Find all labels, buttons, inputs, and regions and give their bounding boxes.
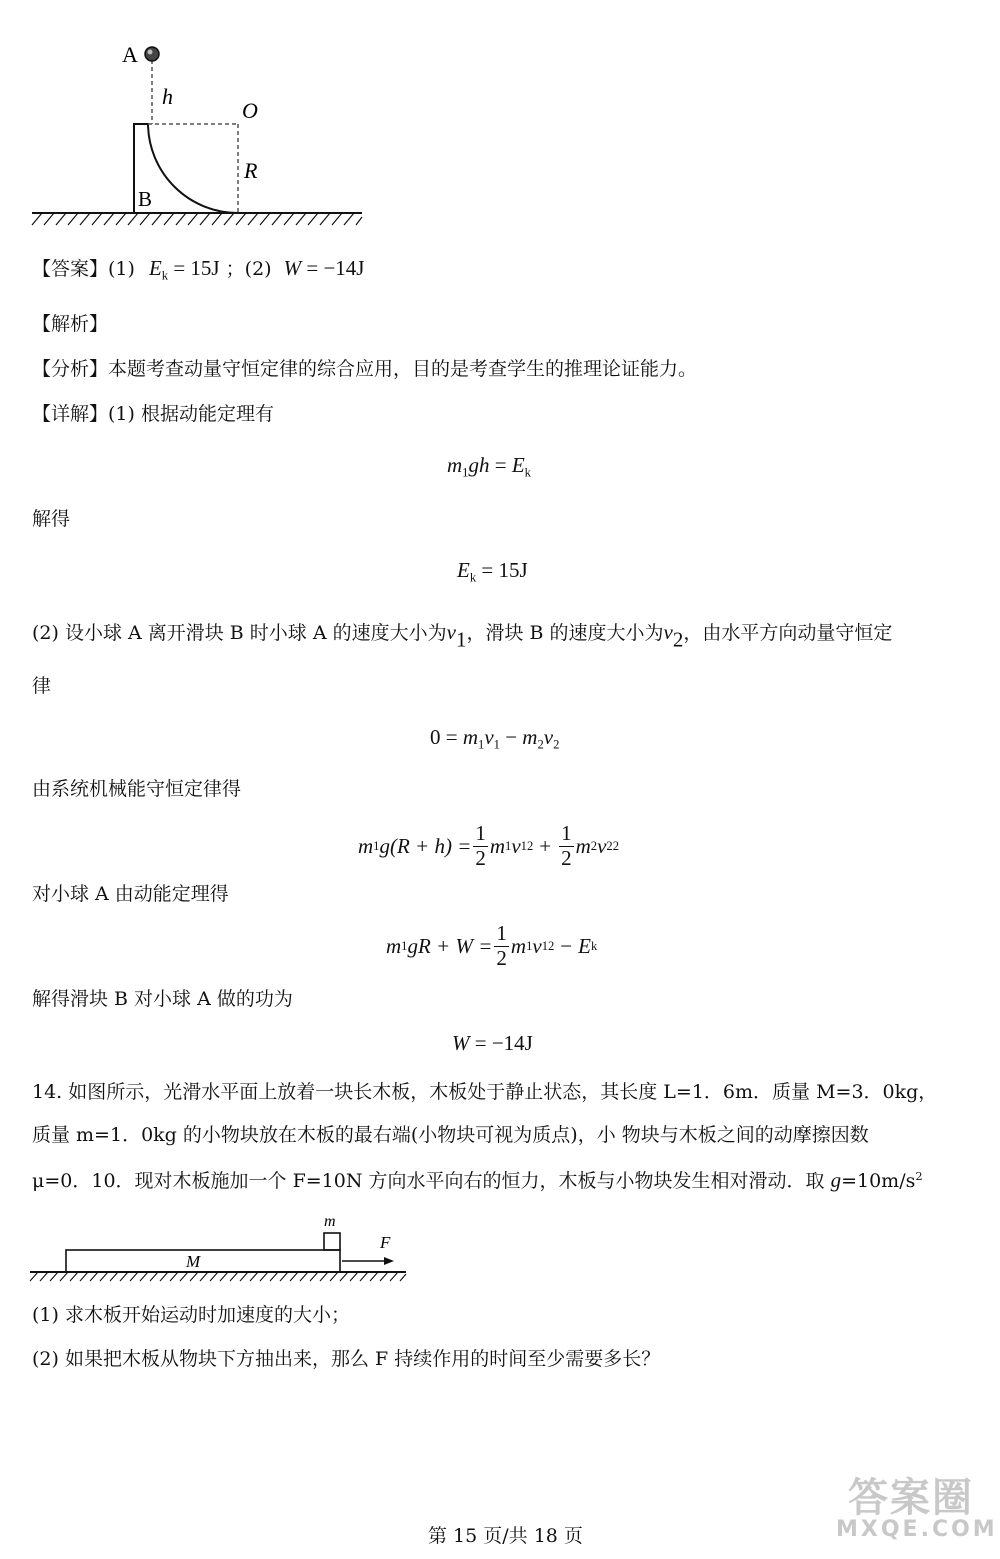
xiangjie-paragraph: 【详解】(1) 根据动能定理有: [32, 403, 274, 425]
label-O: O: [242, 98, 258, 123]
eq3-lhs: 0 =: [430, 725, 458, 749]
eq4-sq-1: 2: [526, 838, 534, 853]
eq5-v: v: [532, 933, 542, 958]
q14-sub1: (1) 求木板开始运动时加速度的大小；: [32, 1304, 350, 1326]
label-R: R: [244, 158, 258, 183]
label-h: h: [162, 84, 173, 109]
q14-line2: 质量 m=1．0kg 的小物块放在木板的最右端(小物块可视为质点)，小 物块与木板之间的动摩擦因数: [32, 1124, 869, 1146]
eq5-sq: 2: [547, 938, 555, 953]
q14-line3: [32, 1170, 923, 1191]
eq1-equals: =: [494, 453, 507, 477]
q14-g: g: [830, 1168, 842, 1192]
eq4-v2: v: [597, 833, 607, 858]
equation-3: [430, 727, 559, 751]
eq4-v1: v: [511, 833, 521, 858]
eq4-plus: +: [539, 833, 552, 858]
eq4-frac-2: [559, 822, 574, 869]
eq5-E-sub: k: [590, 938, 598, 953]
label-A: A: [122, 42, 138, 67]
eq5-v-sub: 1: [541, 938, 548, 953]
force-arrowhead: [384, 1257, 394, 1265]
answer-prefix: 【答案】(1): [32, 258, 135, 280]
figure-board-block: [26, 1206, 416, 1284]
para2-line1: [32, 622, 892, 650]
eq4-g: g: [379, 833, 390, 858]
eq2-E-sub: k: [469, 570, 477, 585]
board-M: [66, 1250, 340, 1272]
block-m: [324, 1233, 340, 1250]
eq4-m: m: [358, 833, 374, 858]
para2-line2: 律: [32, 675, 52, 697]
answer-part1-value: = 15J: [173, 256, 220, 280]
duixiaoqiu-text: 对小球 A 由动能定理得: [32, 883, 229, 905]
para2-text-c: ，由水平方向动量守恒定: [683, 622, 893, 644]
eq3-m1: m: [462, 725, 479, 749]
eq4-m2-sub: 2: [590, 838, 598, 853]
watermark-line1: 答案圈: [848, 1475, 974, 1521]
eq1-m: m: [447, 453, 463, 477]
para2-v1-sub: 1: [455, 627, 467, 652]
ball-slope-diagram: [28, 40, 373, 230]
eq1-E-sub: k: [524, 465, 531, 480]
eq5-frac: [494, 922, 509, 969]
eq5-minus: −: [560, 933, 573, 958]
eq5-frac-num: 1: [496, 921, 507, 946]
eq4-sq-2: 2: [612, 838, 619, 853]
eq3-minus: −: [505, 725, 518, 749]
analysis-header: 【解析】: [32, 313, 109, 335]
jixie-text: 由系统机械能守恒定律得: [32, 778, 242, 800]
answer-E: E: [148, 256, 162, 280]
eq1-E: E: [511, 453, 525, 477]
eq2-value: = 15J: [481, 558, 528, 582]
eq5-rest: gR + W =: [407, 933, 493, 958]
eq3-m2: m: [522, 725, 538, 749]
eq4-frac1-num: 1: [475, 821, 486, 846]
label-M: M: [186, 1252, 201, 1271]
eq2-E: E: [457, 558, 470, 582]
equation-1: [447, 455, 531, 479]
equation-6: [452, 1033, 533, 1054]
eq5-frac-den: 2: [496, 945, 507, 970]
eq5-m-b: m: [510, 933, 527, 958]
ball-A: [145, 47, 159, 61]
eq1-gh: gh: [468, 453, 490, 477]
eq5-m-sub: 1: [401, 938, 408, 953]
eq4-frac2-num: 1: [561, 821, 572, 846]
eq6-value: = −14J: [474, 1031, 533, 1055]
eq4-paren: (R + h) =: [389, 833, 472, 858]
answer-E-sub: k: [161, 268, 169, 283]
jiede-1: 解得: [32, 508, 71, 530]
answer-sep: ；(2): [225, 258, 272, 280]
watermark: [836, 1475, 998, 1542]
fenxi-paragraph: 【分析】本题考查动量守恒定律的综合应用，目的是考查学生的推理论证能力。: [32, 358, 698, 380]
para2-v2: v: [663, 620, 673, 644]
para2-text-b: ，滑块 B 的速度大小为: [466, 622, 664, 644]
equation-2: [457, 560, 528, 584]
eq3-v2: v: [543, 725, 554, 749]
eq4-frac2-den: 2: [561, 845, 572, 870]
label-B: B: [138, 187, 153, 211]
eq5-m: m: [386, 933, 402, 958]
eq5-m-b-sub: 1: [526, 938, 533, 953]
watermark-line2: MXQE.COM: [836, 1517, 998, 1542]
eq5-E: E: [578, 933, 591, 958]
figure-ball-slope: [28, 40, 373, 230]
answer-line: [32, 258, 364, 282]
q14-line3-text: μ=0．10．现对木板施加一个 F=10N 方向水平向右的恒力，木板与小物块发生相对滑动．取: [32, 1170, 825, 1192]
jiede-2: 解得滑块 B 对小球 A 做的功为: [32, 988, 293, 1010]
label-F: F: [380, 1233, 391, 1252]
ground-hatch: [32, 213, 362, 225]
equation-4: [358, 818, 619, 874]
eq4-m2: m: [575, 833, 591, 858]
equation-5: [386, 918, 597, 974]
eq1-m-sub: 1: [462, 465, 469, 480]
answer-W: W: [283, 256, 302, 280]
q14-g-value: =10m/s: [841, 1170, 916, 1192]
para2-v2-sub: 2: [672, 627, 684, 652]
page-footer: 第 15 页/共 18 页: [428, 1525, 583, 1547]
eq4-m-b-sub: 1: [505, 838, 512, 853]
eq3-v1: v: [484, 725, 494, 749]
q14-sub2: (2) 如果把木板从物块下方抽出来，那么 F 持续作用的时间至少需要多长？: [32, 1348, 661, 1370]
eq3-v2-sub: 2: [553, 737, 560, 752]
eq3-m1-sub: 1: [478, 737, 485, 752]
eq3-m2-sub: 2: [537, 737, 544, 752]
eq6-W: W: [452, 1031, 470, 1055]
eq3-v1-sub: 1: [493, 737, 500, 752]
q14-g-sup: 2: [915, 1169, 923, 1184]
label-m: m: [324, 1213, 336, 1230]
eq4-m-sub: 1: [373, 838, 380, 853]
ground2-hatch: [30, 1272, 406, 1281]
answer-part2-value: = −14J: [306, 256, 365, 280]
eq4-frac1-den: 2: [475, 845, 486, 870]
eq4-v2-sub: 2: [606, 838, 613, 853]
eq4-v1-sub: 1: [520, 838, 527, 853]
q14-line1: 14. 如图所示，光滑水平面上放着一块长木板，木板处于静止状态，其长度 L=1．6m．质量 M=3．0kg，: [32, 1081, 938, 1103]
para2-text-a: (2) 设小球 A 离开滑块 B 时小球 A 的速度大小为: [32, 622, 447, 644]
board-block-diagram: [26, 1206, 416, 1284]
eq4-frac-1: [473, 822, 488, 869]
eq4-m-b: m: [489, 833, 506, 858]
para2-v1: v: [446, 620, 456, 644]
